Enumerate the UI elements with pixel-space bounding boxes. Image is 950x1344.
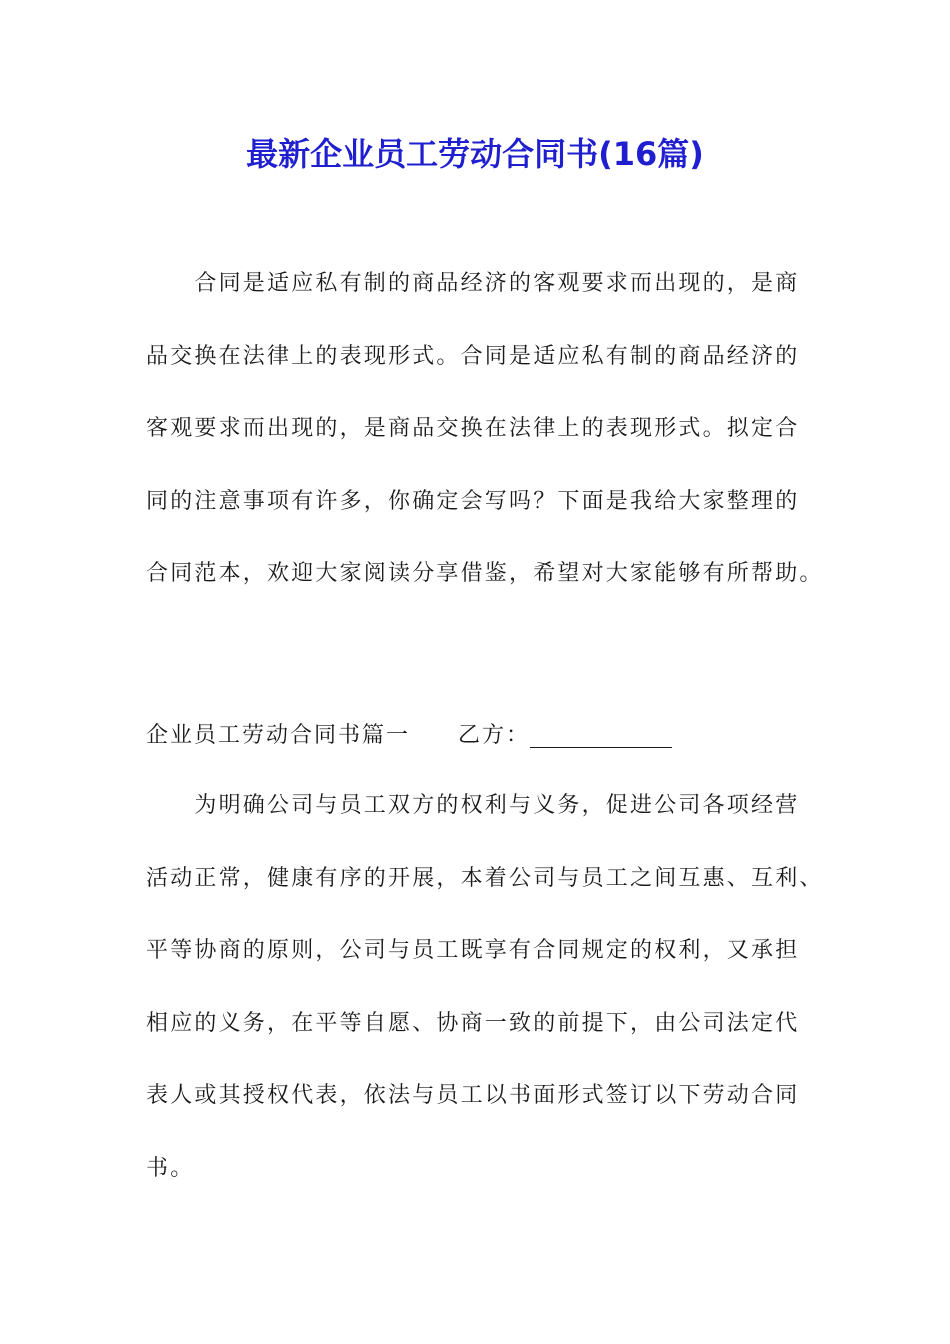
body-paragraph	[146, 770, 826, 1205]
body-line: 相应的义务，在平等自愿、协商一致的前提下，由公司法定代	[146, 1010, 800, 1036]
intro-line: 客观要求而出现的，是商品交换在法律上的表现形式。拟定合	[146, 416, 800, 441]
body-line: 书。	[146, 1155, 195, 1181]
body-line: 为明确公司与员工双方的权利与义务，促进公司各项经营	[146, 793, 800, 818]
intro-line: 同的注意事项有许多，你确定会写吗？下面是我给大家整理的	[146, 488, 800, 514]
body-line: 活动正常，健康有序的开展，本着公司与员工之间互惠、互利、	[146, 865, 824, 891]
intro-line: 合同是适应私有制的商品经济的客观要求而出现的，是商	[146, 271, 800, 296]
body-line: 平等协商的原则，公司与员工既享有合同规定的权利，又承担	[146, 938, 800, 963]
document-title: 最新企业员工劳动合同书(16篇)	[246, 135, 704, 173]
section-heading-row	[146, 700, 672, 772]
party-b-blank-line	[530, 731, 672, 748]
party-b-label: 乙方：	[458, 723, 531, 748]
intro-paragraph	[146, 248, 826, 611]
body-line: 表人或其授权代表，依法与员工以书面形式签订以下劳动合同	[146, 1083, 800, 1108]
intro-line: 品交换在法律上的表现形式。合同是适应私有制的商品经济的	[146, 343, 800, 369]
intro-line: 合同范本，欢迎大家阅读分享借鉴，希望对大家能够有所帮助。	[146, 561, 824, 586]
section-heading: 企业员工劳动合同书篇一	[146, 723, 411, 748]
party-b-field	[458, 700, 672, 772]
